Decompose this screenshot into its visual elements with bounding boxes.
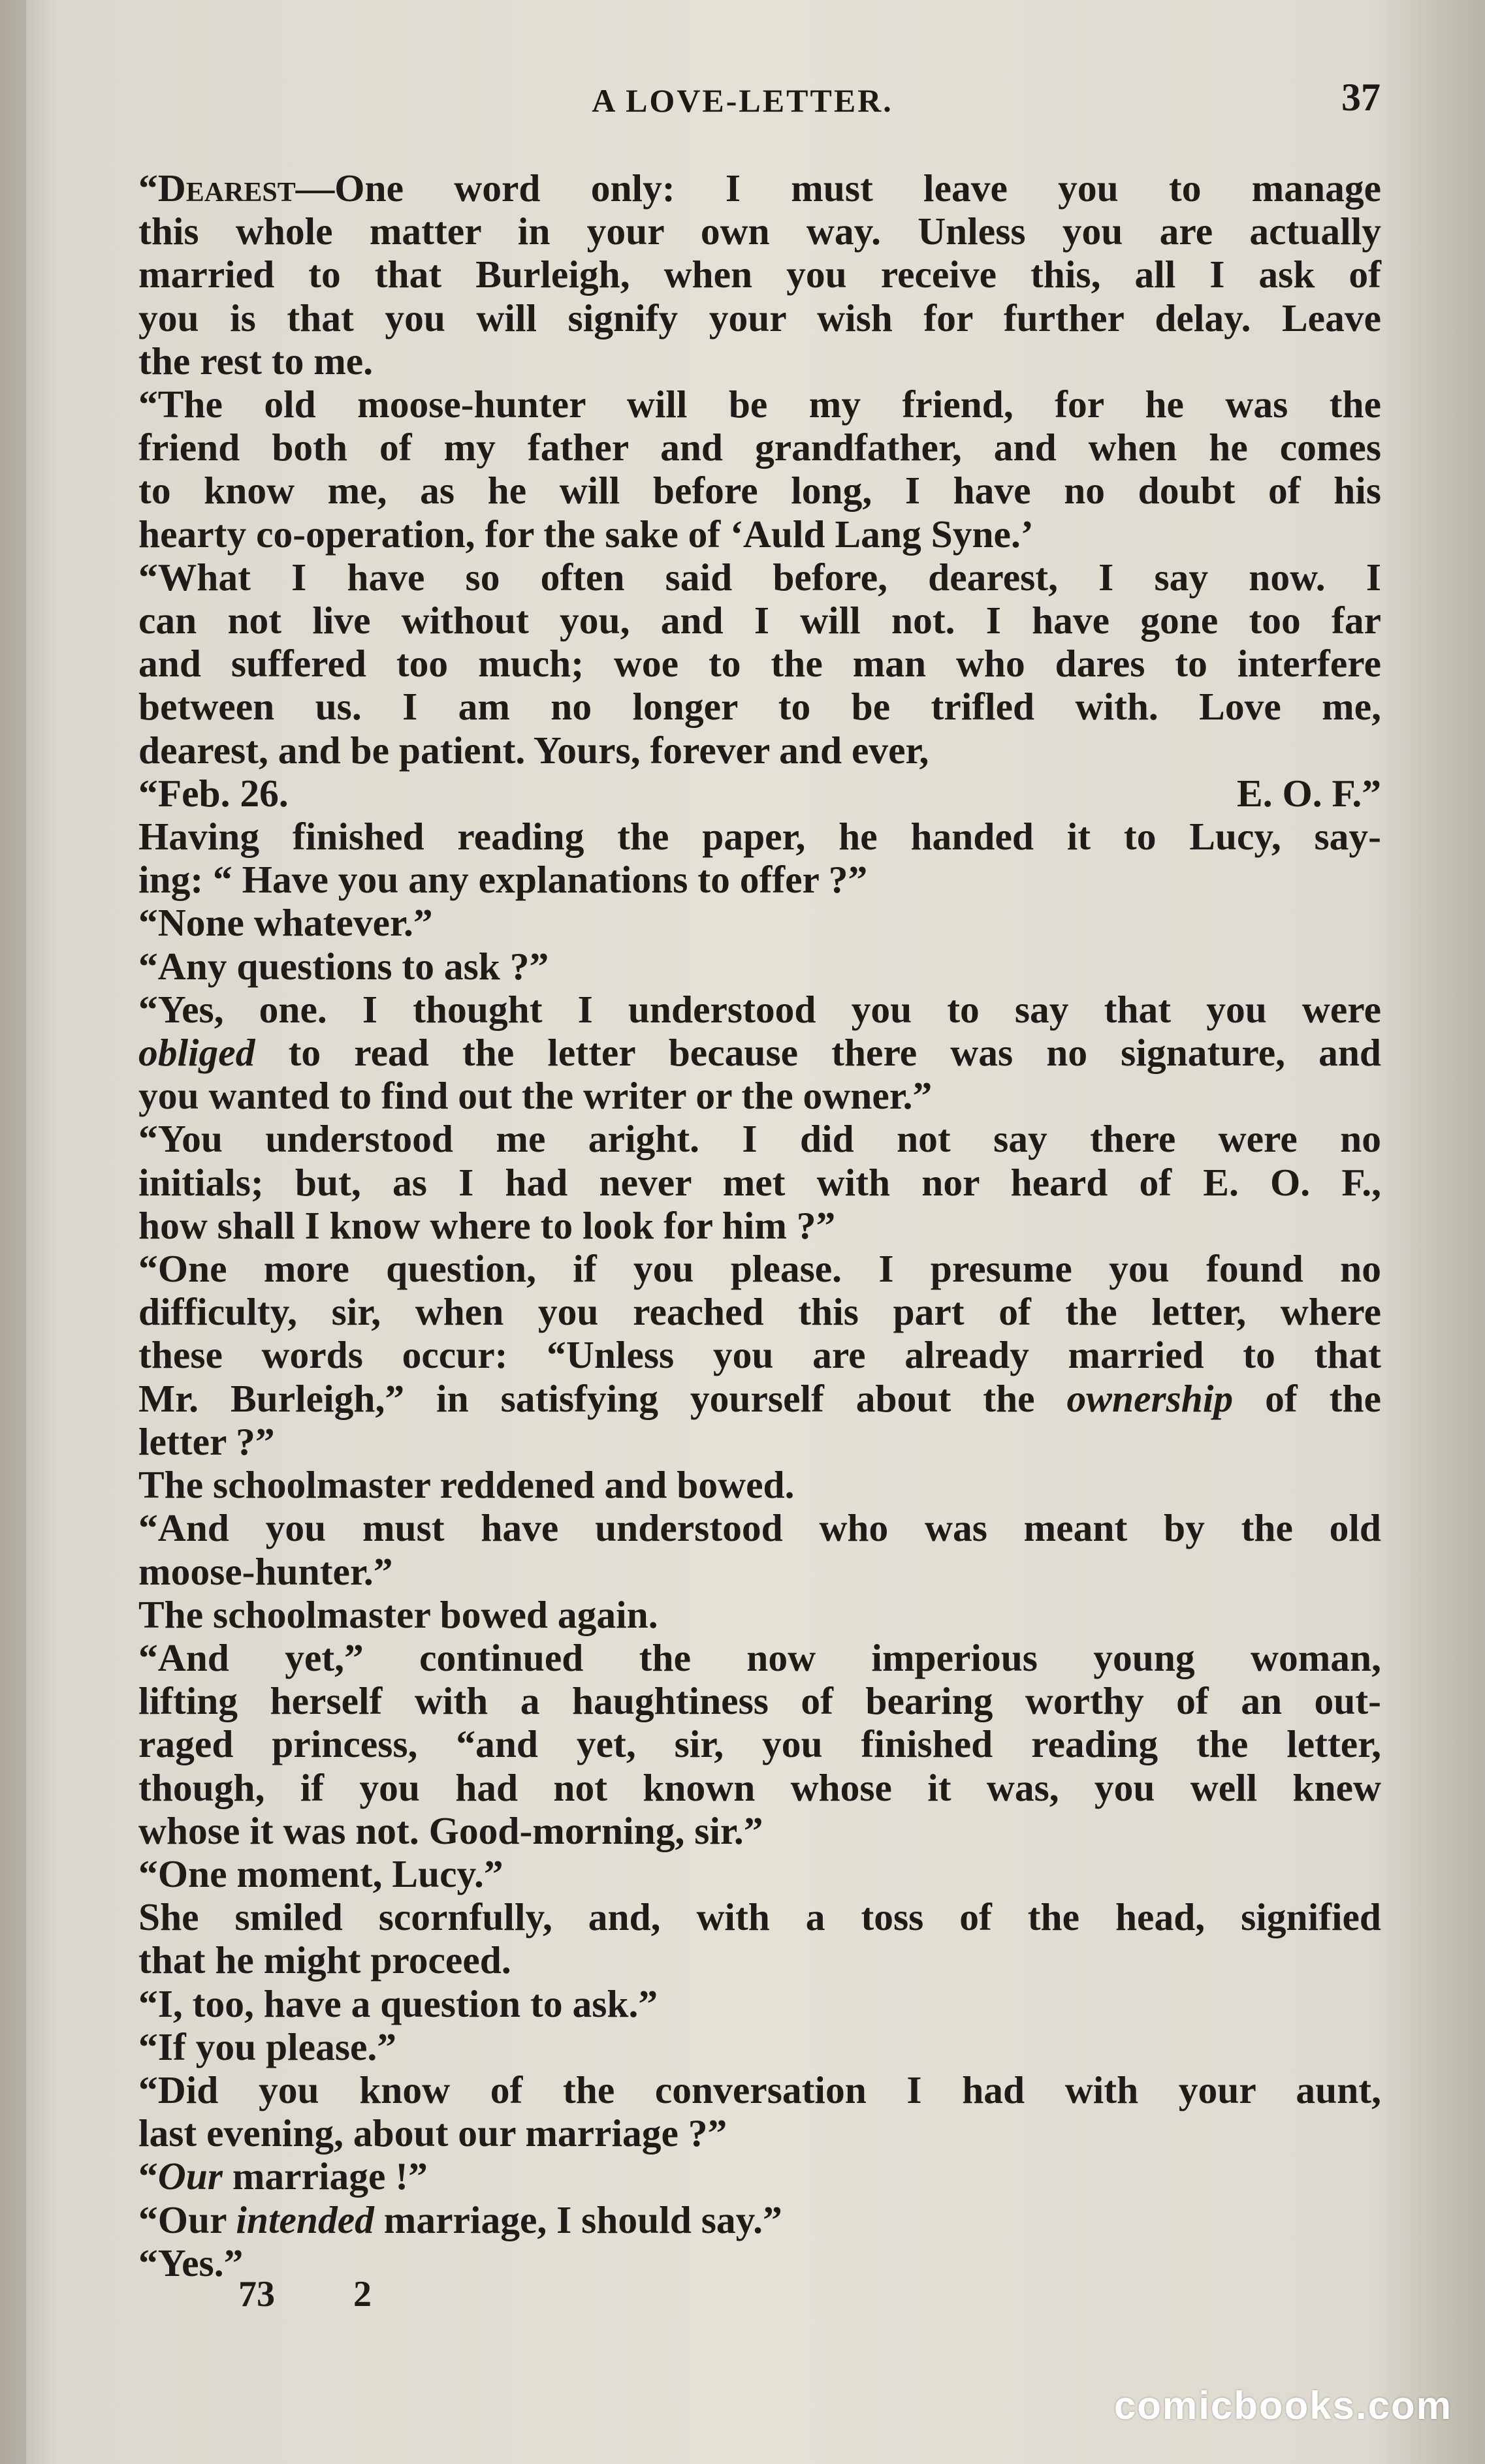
paragraph: [104, 901, 1381, 944]
text-run: “: [138, 2155, 158, 2198]
text-run: —One word only: I must leave you to manage: [295, 166, 1381, 210]
letter-signature-row: [104, 772, 1381, 815]
paragraph: [104, 1636, 1381, 1852]
paragraph: [104, 2155, 1381, 2198]
paragraph: [104, 1593, 1381, 1636]
text-line: [104, 1031, 1381, 1074]
text-line: ing: “ Have you any explanations to offer ?”: [138, 858, 868, 902]
text-line: “What I have so often said before, dearest, I say now. I: [138, 555, 1381, 599]
paragraph: [104, 1506, 1381, 1592]
signature-mark: 73: [238, 2274, 275, 2314]
text-line: initials; but, as I had never met with nor heard of E. O. F.,: [138, 1160, 1381, 1204]
text-line: “And you must have understood who was meant by the old: [138, 1506, 1381, 1550]
text-line: The schoolmaster bowed again.: [138, 1592, 658, 1636]
text-line: “And yet,” continued the now imperious young woman,: [138, 1635, 1381, 1679]
text-line: difficulty, sir, when you reached this part of the letter, where: [138, 1290, 1381, 1334]
paragraph: [104, 1852, 1381, 1895]
letter-initials: E. O. F.”: [1237, 771, 1381, 815]
text-line: “Yes.”: [138, 2241, 244, 2284]
paragraph: [104, 945, 1381, 988]
running-head: A LOVE-LETTER.: [592, 82, 893, 119]
italic-emphasis: Our: [157, 2155, 223, 2198]
text-run: “Our: [138, 2198, 236, 2241]
text-line: you is that you will signify your wish for further delay. Leave: [138, 296, 1381, 340]
text-line: friend both of my father and grandfather, and when he comes: [138, 426, 1381, 469]
text-line: how shall I know where to look for him ?”: [138, 1203, 836, 1247]
watermark: comicbooks.com: [1113, 2384, 1452, 2427]
text-line: “None whatever.”: [138, 901, 433, 945]
paragraph: [104, 1117, 1381, 1247]
text-line: dearest, and be patient. Yours, forever and ever,: [138, 728, 929, 772]
text-line: you wanted to find out the writer or the owner.”: [138, 1074, 933, 1118]
text-run: marriage, I should say.”: [374, 2198, 782, 2241]
text-line: [104, 1377, 1381, 1420]
text-line: “Any questions to ask ?”: [138, 944, 549, 988]
text-line: The schoolmaster reddened and bowed.: [138, 1463, 795, 1507]
text-line: hearty co-operation, for the sake of ‘Auld Lang Syne.’: [138, 512, 1034, 556]
text-run: to read the letter because there was no signature, and: [255, 1031, 1381, 1075]
text-line: letter ?”: [138, 1419, 275, 1463]
text-line: can not live without you, and I will not. I have gone too far: [138, 599, 1381, 642]
paragraph: [104, 988, 1381, 1118]
text-line: “I, too, have a question to ask.”: [138, 1982, 658, 2025]
text-line: [104, 166, 1381, 210]
page-header: [0, 75, 1485, 134]
text-line: married to that Burleigh, when you receive this, all I ask of: [138, 253, 1381, 296]
text-run: Mr. Burleigh,” in satisfying yourself about the: [138, 1376, 1067, 1420]
text-line: “One moment, Lucy.”: [138, 1852, 503, 1895]
text-line: “If you please.”: [138, 2025, 397, 2068]
paragraph: [104, 1463, 1381, 1506]
paragraph: [104, 2068, 1381, 2155]
italic-emphasis: ownership: [1066, 1376, 1234, 1420]
page-number: 37: [1341, 76, 1381, 119]
paragraph: [104, 556, 1381, 772]
text-line: [104, 2155, 1381, 2198]
paragraph: [104, 383, 1381, 556]
paragraph: [104, 1982, 1381, 2025]
text-line: though, if you had not known whose it was, you well knew: [138, 1765, 1381, 1809]
text-line: lifting herself with a haughtiness of bearing worthy of an out-: [138, 1679, 1381, 1723]
text-line: “One more question, if you please. I presume you found no: [138, 1247, 1381, 1291]
text-line: “Did you know of the conversation I had with your aunt,: [138, 2068, 1381, 2111]
paragraph: [104, 1895, 1381, 1982]
text-line: moose-hunter.”: [138, 1549, 393, 1593]
text-run: marriage !”: [222, 2155, 428, 2198]
italic-emphasis: intended: [236, 2198, 374, 2241]
gathering-mark: 2: [353, 2274, 372, 2314]
text-line: these words occur: “Unless you are already married to that: [138, 1333, 1381, 1377]
text-line: raged princess, “and yet, sir, you finished reading the letter,: [138, 1722, 1381, 1766]
text-line: last evening, about our marriage ?”: [138, 2111, 727, 2155]
text-line: “The old moose-hunter will be my friend, for he was the: [138, 383, 1381, 426]
paragraph: [104, 166, 1381, 383]
letter-date: “Feb. 26.: [138, 771, 289, 815]
text-line: She smiled scornfully, and, with a toss of the head, signified: [138, 1895, 1381, 1939]
text-line: the rest to me.: [138, 339, 374, 383]
text-line: Having finished reading the paper, he handed it to Lucy, say-: [138, 815, 1381, 859]
text-run: of the: [1233, 1376, 1381, 1420]
paragraph: [104, 2025, 1381, 2068]
text-line: to know me, as he will before long, I have no doubt of his: [138, 469, 1381, 513]
text-line: that he might proceed.: [138, 1938, 511, 1982]
paragraph: [104, 2198, 1381, 2241]
italic-emphasis: obliged: [138, 1031, 255, 1075]
text-line: this whole matter in your own way. Unless you are actually: [138, 210, 1381, 253]
page-edge-shadow: [0, 0, 26, 2464]
text-line: between us. I am no longer to be trifled with. Love me,: [138, 685, 1381, 729]
text-line: “Yes, one. I thought I understood you to say that you were: [138, 987, 1381, 1031]
text-line: [104, 2198, 1381, 2241]
text-line: and suffered too much; woe to the man who dares to interfere: [138, 642, 1381, 686]
body-text: [104, 166, 1381, 2284]
text-line: “You understood me aright. I did not say there were no: [138, 1117, 1381, 1161]
paragraph: [104, 1247, 1381, 1463]
page-footer: [238, 2273, 372, 2315]
text-line: whose it was not. Good-morning, sir.”: [138, 1809, 763, 1852]
paragraph: [104, 815, 1381, 901]
small-caps-salutation: “Dearest: [138, 166, 296, 210]
